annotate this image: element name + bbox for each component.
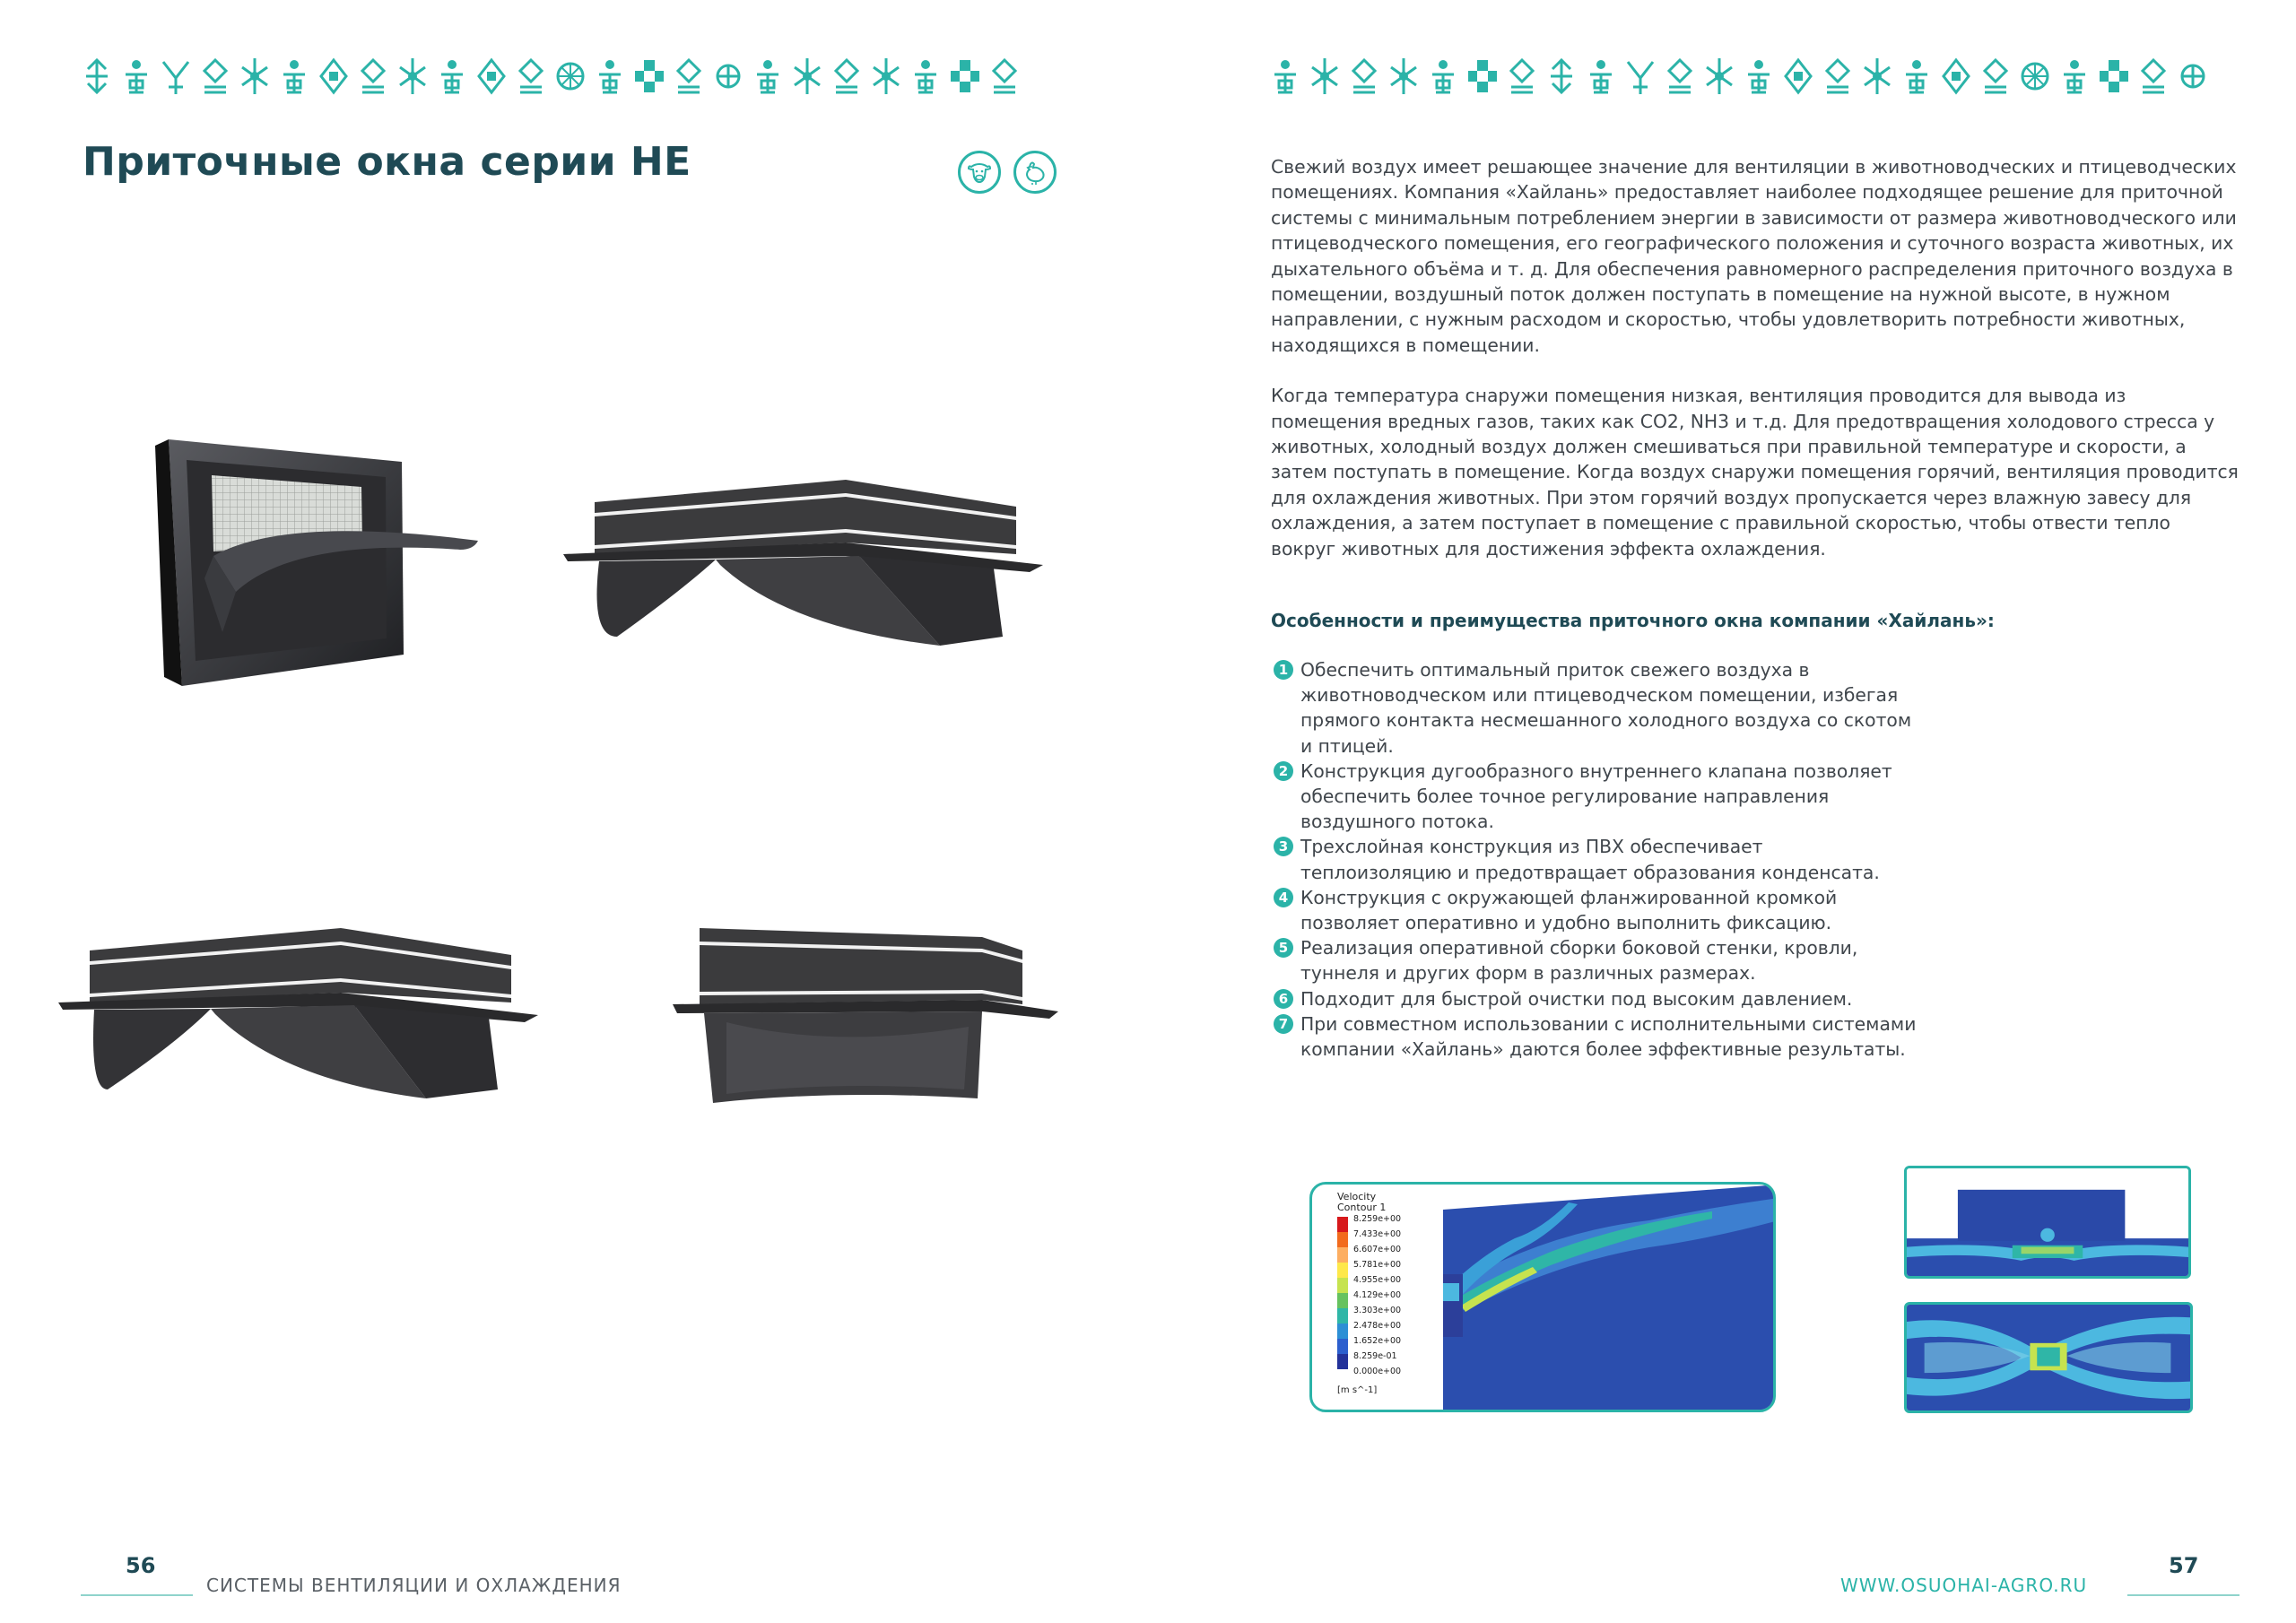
product-image-side <box>673 915 1063 1112</box>
intro-paragraph: Когда температура снаружи помещения низкая, вентиляция проводится для вывода из помещения вредных газов, таких как CO2, NH3 и т.д. Для предотвращения холодового стресса у животных, холодный воздух должен смешиваться при правильной температуре и скорости, а затем поступать в помещение. Когда воздух снаружи помещения горячий, вентиляция проводится для охлаждения животных. При этом горячий воздух пропускается через влажную завесу для охлаждения, а затем поступает в помещение с правильной скоростью, чтобы отвести тепло вокруг животных для достижения эффекта охлаждения. <box>1271 385 2239 560</box>
ornament-glyph-icon <box>2137 56 2170 96</box>
number-badge: 6 <box>1274 989 1293 1009</box>
features-title: Особенности и преимущества приточного окна компании «Хайлань»: <box>1271 610 1995 631</box>
ornament-glyph-icon <box>1624 56 1657 96</box>
ornament-glyph-icon <box>1309 56 1341 96</box>
ornament-glyph-icon <box>1703 56 1735 96</box>
velocity-field-plot <box>1443 1185 1776 1412</box>
list-item <box>1271 759 1917 835</box>
ornament-glyph-icon <box>1743 56 1775 96</box>
legend-value: 0.000e+00 <box>1353 1367 1402 1376</box>
feature-text: Конструкция с окружающей фланжированной кромкой позволяет оперативно и удобно выполнить фиксацию. <box>1300 886 1838 934</box>
ornament-glyph-icon <box>870 56 902 96</box>
velocity-color-scale <box>1337 1217 1348 1369</box>
ornament-glyph-icon <box>1900 56 1933 96</box>
legend-value: 8.259e+00 <box>1353 1214 1402 1224</box>
ornament-glyph-icon <box>2019 56 2051 96</box>
feature-text: При совместном использовании с исполнительными системами компании «Хайлань» даются более эффективные результаты. <box>1300 1012 1917 1061</box>
number-badge: 3 <box>1274 837 1293 856</box>
ornament-glyph-icon <box>1348 56 1380 96</box>
legend-values <box>1353 1211 1401 1379</box>
legend-value: 8.259e-01 <box>1353 1351 1397 1361</box>
legend-value: 5.781e+00 <box>1353 1260 1402 1270</box>
ornament-glyph-icon <box>160 56 192 96</box>
ornament-glyph-icon <box>436 56 468 96</box>
animal-icons <box>958 151 1057 194</box>
legend-value: 7.433e+00 <box>1353 1229 1402 1239</box>
ornament-glyph-icon <box>2058 56 2091 96</box>
ornament-glyph-icon <box>2098 56 2130 96</box>
legend-title <box>1337 1192 1386 1213</box>
ornament-glyph-icon <box>594 56 626 96</box>
ornament-glyph-icon <box>1545 56 1578 96</box>
ornament-glyph-icon <box>515 56 547 96</box>
airflow-simulation-top-view <box>1904 1302 2193 1413</box>
ornament-glyph-icon <box>1664 56 1696 96</box>
ornament-border-right <box>1269 54 2238 99</box>
list-item <box>1271 885 1917 935</box>
legend-unit: [m s^-1] <box>1337 1385 1378 1395</box>
ornament-glyph-icon <box>199 56 231 96</box>
ornament-glyph-icon <box>752 56 784 96</box>
ornament-glyph-icon <box>1466 56 1499 96</box>
feature-text: Конструкция дугообразного внутреннего клапана позволяет обеспечить более точное регулирование направления воздушного потока. <box>1300 759 1892 833</box>
feature-text: Трехслойная конструкция из ПВХ обеспечивает теплоизоляцию и предотвращает образования конденсата. <box>1300 836 1880 883</box>
features-list <box>1271 657 1917 1062</box>
number-badge: 7 <box>1274 1014 1293 1034</box>
ornament-glyph-icon <box>81 56 113 96</box>
product-image-angle-1 <box>563 466 1048 655</box>
ornament-glyph-icon <box>1585 56 1617 96</box>
ornament-glyph-icon <box>909 56 942 96</box>
ornament-glyph-icon <box>120 56 152 96</box>
ornament-glyph-icon <box>633 56 665 96</box>
ornament-glyph-icon <box>712 56 744 96</box>
feature-text: Реализация оперативной сборки боковой стенки, кровли, туннеля и других форм в различных размерах. <box>1300 937 1858 985</box>
legend-value: 4.129e+00 <box>1353 1290 1402 1300</box>
legend-title-line: Contour 1 <box>1337 1202 1387 1213</box>
ornament-glyph-icon <box>357 56 389 96</box>
footer-rule-right <box>2127 1594 2239 1596</box>
list-item <box>1271 1011 1917 1062</box>
ornament-glyph-icon <box>1822 56 1854 96</box>
ornament-glyph-icon <box>278 56 310 96</box>
product-image-front-open <box>151 435 490 690</box>
ornament-glyph-icon <box>1269 56 1301 96</box>
page-title: Приточные окна серии HE <box>83 139 691 185</box>
ornament-glyph-icon <box>1387 56 1420 96</box>
list-item <box>1271 935 1917 985</box>
legend-value: 4.955e+00 <box>1353 1275 1402 1285</box>
legend-value: 6.607e+00 <box>1353 1245 1402 1254</box>
legend-value: 1.652e+00 <box>1353 1336 1402 1346</box>
page-number-left: 56 <box>126 1553 156 1578</box>
footer-section-title: СИСТЕМЫ ВЕНТИЛЯЦИИ И ОХЛАЖДЕНИЯ <box>206 1575 622 1596</box>
page-number-right: 57 <box>2169 1553 2199 1578</box>
feature-text: Обеспечить оптимальный приток свежего воздуха в животноводческом или птицеводческом помещении, избегая прямого контакта несмешанного холодного воздуха со скотом и птицей. <box>1300 659 1912 757</box>
ornament-glyph-icon <box>1782 56 1814 96</box>
ornament-glyph-icon <box>396 56 429 96</box>
list-item <box>1271 834 1917 884</box>
ornament-glyph-icon <box>554 56 587 96</box>
ornament-glyph-icon <box>673 56 705 96</box>
ornament-glyph-icon <box>1979 56 2012 96</box>
legend-value: 3.303e+00 <box>1353 1306 1402 1315</box>
number-badge: 1 <box>1274 660 1293 680</box>
ornament-glyph-icon <box>1940 56 1972 96</box>
airflow-simulation-large <box>1309 1182 1776 1412</box>
footer-rule-left <box>81 1594 193 1596</box>
ornament-glyph-icon <box>317 56 350 96</box>
number-badge: 2 <box>1274 761 1293 781</box>
ornament-glyph-icon <box>1861 56 1893 96</box>
ornament-glyph-icon <box>239 56 271 96</box>
product-image-angle-2 <box>58 910 543 1107</box>
list-item <box>1271 657 1917 759</box>
ornament-glyph-icon <box>1506 56 1538 96</box>
ornament-border-left <box>81 54 1058 99</box>
number-badge: 4 <box>1274 888 1293 907</box>
list-item <box>1271 986 1917 1011</box>
ornament-glyph-icon <box>791 56 823 96</box>
intro-text <box>1271 154 2239 586</box>
number-badge: 5 <box>1274 938 1293 958</box>
ornament-glyph-icon <box>1427 56 1459 96</box>
ornament-glyph-icon <box>831 56 863 96</box>
feature-text: Подходит для быстрой очистки под высоким давлением. <box>1300 987 1853 1010</box>
footer-website-link[interactable]: WWW.OSUOHAI-AGRO.RU <box>1840 1575 2088 1596</box>
intro-paragraph: Свежий воздух имеет решающее значение для вентиляции в животноводческих и птицеводческих помещениях. Компания «Хайлань» предоставляет наиболее подходящее решение для приточной системы с минимальным потреблением энергии в зависимости от размера животноводческого или птицеводческого помещения, его географического положения и суточного возраста животных, их дыхательного объёма и т. д. Для обеспечения равномерного распределения приточного воздуха в помещении, воздушный поток должен поступать в помещение на нужной высоте, в нужном направлении, с нужным расходом и скоростью, чтобы удовлетворить потребности животных, находящихся в помещении. <box>1271 156 2237 356</box>
airflow-simulation-side-view <box>1904 1166 2191 1279</box>
cow-head-icon <box>958 151 1001 194</box>
legend-value: 2.478e+00 <box>1353 1321 1402 1331</box>
ornament-glyph-icon <box>475 56 508 96</box>
ornament-glyph-icon <box>2177 56 2209 96</box>
ornament-glyph-icon <box>988 56 1021 96</box>
ornament-glyph-icon <box>949 56 981 96</box>
chicken-icon <box>1013 151 1057 194</box>
legend-title-line: Velocity <box>1337 1191 1377 1202</box>
